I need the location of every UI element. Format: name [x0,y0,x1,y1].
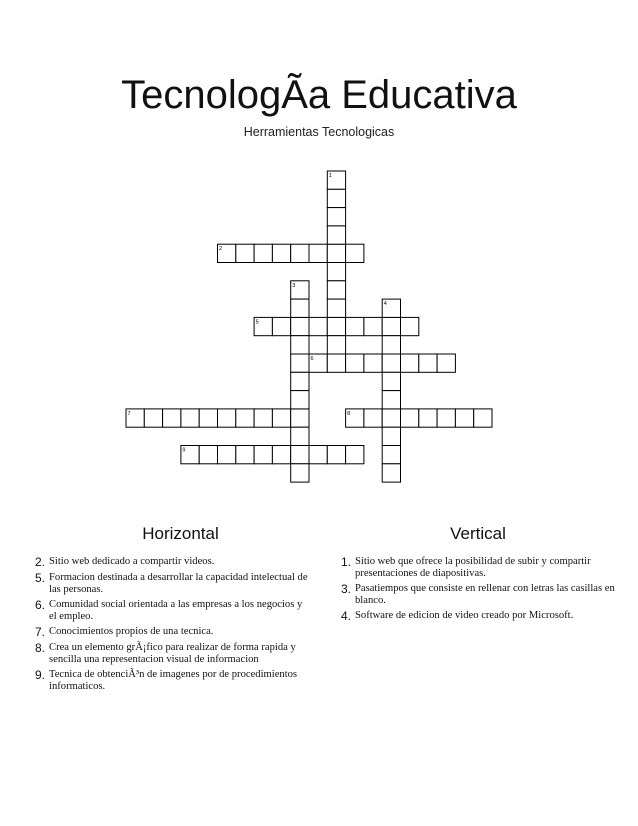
crossword-cell[interactable] [327,336,345,354]
crossword-cell[interactable] [327,208,345,226]
crossword-cell[interactable] [272,244,290,262]
horizontal-heading: Horizontal [142,524,219,543]
clue-number: 4. [340,609,351,623]
clue-number: 7. [34,625,45,639]
vertical-clue-list [336,556,626,626]
crossword-cell[interactable] [382,409,400,427]
crossword-cell[interactable] [291,464,309,482]
crossword-cell[interactable] [382,317,400,335]
crossword-cell[interactable] [218,409,236,427]
crossword-cell[interactable] [236,409,254,427]
clue-text: Crea un elemento grÃ¡fico para realizar de forma rapida y sencilla una representacion visual de informacion [49,642,296,665]
crossword-cell[interactable] [401,409,419,427]
crossword-cell[interactable] [382,464,400,482]
crossword-cell[interactable] [382,446,400,464]
clue-text: Software de edicion de video creado por Microsoft. [355,610,574,621]
crossword-cell[interactable] [437,354,455,372]
crossword-cell[interactable] [199,446,217,464]
crossword-cell[interactable] [327,281,345,299]
clue-number: 3. [340,582,351,596]
crossword-cell[interactable] [291,372,309,390]
crossword-cell[interactable] [309,317,327,335]
cell-number: 8 [347,410,351,417]
crossword-cell[interactable] [199,409,217,427]
crossword-cell[interactable] [291,354,309,372]
crossword-cell[interactable] [327,446,345,464]
clue-text: Comunidad social orientada a las empresas a los negocios y el empleo. [49,599,303,622]
crossword-cell[interactable] [254,409,272,427]
clue-text: Formacion destinada a desarrollar la capacidad intelectual de las personas. [49,572,308,595]
cell-number: 7 [127,410,131,417]
crossword-cell[interactable] [327,226,345,244]
cell-number: 3 [292,282,296,289]
crossword-cell[interactable] [419,409,437,427]
clue-number: 9. [34,668,45,682]
clue-text: Tecnica de obtenciÃ³n de imagenes por de procedimientos informaticos. [49,669,298,692]
crossword-cell[interactable] [291,336,309,354]
crossword-cell[interactable] [382,427,400,445]
crossword-cell[interactable] [364,317,382,335]
crossword-cell[interactable] [401,317,419,335]
crossword-cell[interactable] [291,427,309,445]
cell-number: 2 [219,246,223,253]
crossword-cell[interactable] [144,409,162,427]
clue-number: 8. [34,641,45,655]
clue-number: 1. [340,555,351,569]
clue-text: Sitio web dedicado a compartir videos. [49,556,215,567]
horizontal-clue [30,572,310,595]
page-subtitle: Herramientas Tecnologicas [243,125,395,139]
crossword-cell[interactable] [181,409,199,427]
cell-number: 6 [310,356,314,362]
crossword-cell[interactable] [327,299,345,317]
crossword-cell[interactable] [327,317,345,335]
cell-number: 1 [328,173,332,179]
crossword-cell[interactable] [218,446,236,464]
crossword-cell[interactable] [327,189,345,207]
clue-number: 5. [34,571,45,585]
clue-text: Conocimientos propios de una tecnica. [49,626,214,637]
vertical-heading: Vertical [450,524,506,543]
horizontal-clue [30,642,310,665]
horizontal-clue [30,556,310,568]
crossword-cell[interactable] [327,263,345,281]
crossword-cell[interactable] [364,354,382,372]
crossword-cell[interactable] [291,299,309,317]
crossword-cell[interactable] [291,244,309,262]
crossword-cell[interactable] [382,354,400,372]
clue-number: 6. [34,598,45,612]
horizontal-clue-list [30,556,310,696]
clue-text: Pasatiempos que consiste en rellenar con letras las casillas en blanco. [355,583,615,606]
cell-number: 5 [255,319,259,326]
crossword-cell[interactable] [291,409,309,427]
crossword-cell[interactable] [272,409,290,427]
crossword-cell[interactable] [327,354,345,372]
crossword-cell[interactable] [163,409,181,427]
crossword-cell[interactable] [291,391,309,409]
crossword-cell[interactable] [346,317,364,335]
crossword-cell[interactable] [455,409,473,427]
crossword-cell[interactable] [272,446,290,464]
horizontal-clue [30,626,310,638]
vertical-clue [336,583,626,606]
crossword-cell[interactable] [254,244,272,262]
crossword-cell[interactable] [382,391,400,409]
horizontal-clue [30,599,310,622]
crossword-cell[interactable] [272,317,290,335]
crossword-cell[interactable] [474,409,492,427]
cell-number: 9 [182,447,186,454]
crossword-cell[interactable] [291,317,309,335]
crossword-cell[interactable] [346,244,364,262]
crossword-cell[interactable] [327,244,345,262]
clue-number: 2. [34,555,45,569]
crossword-cell[interactable] [382,372,400,390]
crossword-cell[interactable] [291,446,309,464]
crossword-cell[interactable] [236,446,254,464]
crossword-cell[interactable] [364,409,382,427]
crossword-cell[interactable] [236,244,254,262]
crossword-cell[interactable] [309,446,327,464]
crossword-cell[interactable] [419,354,437,372]
page-title: TecnologÃa Educativa [121,73,517,117]
crossword-cell[interactable] [401,354,419,372]
crossword-cell[interactable] [309,244,327,262]
vertical-clue [336,610,626,622]
vertical-clue [336,556,626,579]
crossword-cell[interactable] [437,409,455,427]
crossword-cell[interactable] [382,336,400,354]
crossword-cell[interactable] [254,446,272,464]
crossword-cell[interactable] [346,446,364,464]
cell-number: 4 [383,301,387,308]
horizontal-clue [30,669,310,692]
crossword-cell[interactable] [346,354,364,372]
clue-text: Sitio web que ofrece la posibilidad de subir y compartir presentaciones de diapositivas. [355,556,591,579]
